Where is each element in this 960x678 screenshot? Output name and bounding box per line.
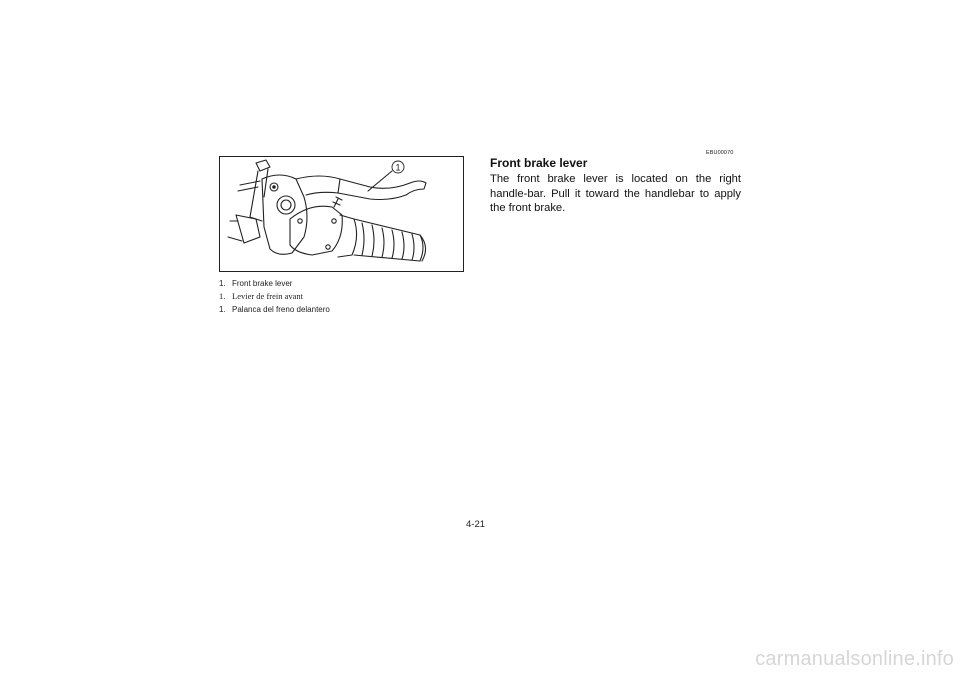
section-heading: Front brake lever (490, 156, 588, 170)
caption-text: Front brake lever (232, 279, 293, 288)
watermark: carmanualsonline.info (755, 648, 954, 670)
caption-number: 1. (219, 279, 226, 288)
caption-spanish (219, 304, 330, 315)
brake-lever-drawing (220, 157, 463, 271)
caption-number: 1. (219, 305, 226, 314)
brake-lever-illustration (219, 156, 464, 272)
caption-text: Palanca del freno delantero (232, 305, 330, 314)
page-number: 4-21 (466, 519, 486, 530)
callout-number: 1 (395, 162, 401, 173)
caption-english (219, 278, 292, 289)
caption-text: Levier de frein avant (232, 291, 304, 301)
caption-number: 1. (219, 291, 226, 301)
section-code: EBU00070 (706, 150, 734, 156)
section-body: The front brake lever is located on the right handle-bar. Pull it toward the handlebar to apply the front brake. (490, 173, 741, 215)
caption-french (219, 291, 303, 302)
